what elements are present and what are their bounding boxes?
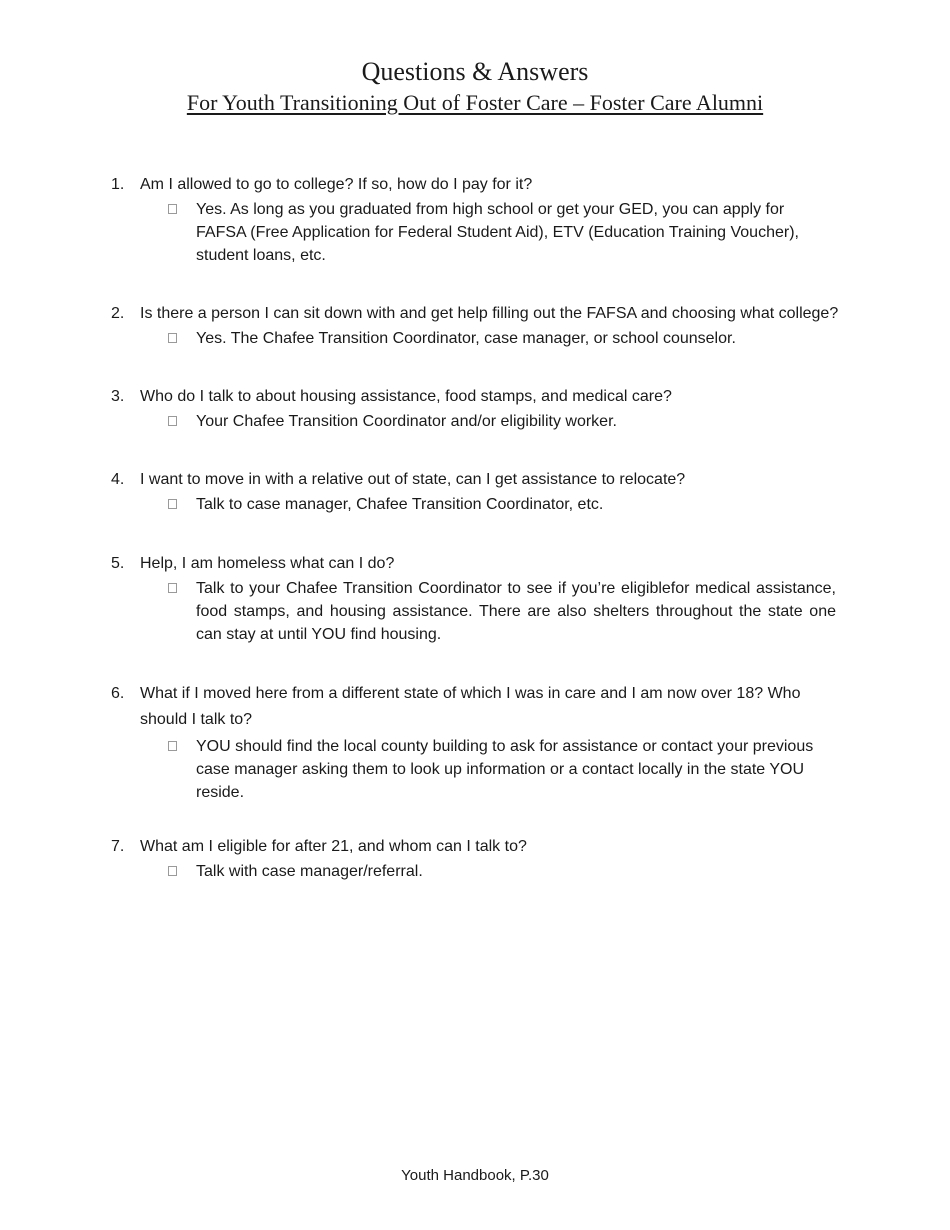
page-subtitle-text: For Youth Transitioning Out of Foster Care – Foster Care Alumni bbox=[186, 90, 764, 115]
answer-text: YOU should find the local county building to ask for assistance or contact your previous case manager asking them to look up information or a contact locally in the state YOU reside. bbox=[196, 738, 814, 801]
answer-text: Yes. As long as you graduated from high school or get your GED, you can apply for FAFSA (Free Application for Federal Student Aid), ETV (Education Training Voucher), student loans, etc. bbox=[196, 201, 799, 264]
answer bbox=[0, 198, 836, 267]
bullet-box-icon bbox=[168, 583, 177, 593]
qa-item-6 bbox=[0, 681, 950, 804]
question-number: 3. bbox=[111, 388, 125, 405]
question bbox=[0, 385, 950, 408]
qa-item-2 bbox=[0, 302, 950, 350]
answer bbox=[0, 860, 836, 883]
bullet-box-icon bbox=[168, 416, 177, 426]
question-number: 4. bbox=[111, 471, 125, 488]
question-number: 2. bbox=[111, 305, 125, 322]
question bbox=[0, 552, 950, 575]
question-number: 6. bbox=[111, 685, 125, 702]
bullet-box-icon bbox=[168, 866, 177, 876]
question-text: I want to move in with a relative out of state, can I get assistance to relocate? bbox=[140, 471, 686, 488]
question bbox=[0, 835, 950, 858]
bullet-box-icon bbox=[168, 333, 177, 343]
question-text: Who do I talk to about housing assistance, food stamps, and medical care? bbox=[140, 388, 672, 405]
question-text: What am I eligible for after 21, and whom can I talk to? bbox=[140, 838, 527, 855]
answer bbox=[0, 410, 836, 433]
answer bbox=[0, 327, 836, 350]
question bbox=[0, 468, 950, 491]
question-text: Am I allowed to go to college? If so, how do I pay for it? bbox=[140, 176, 533, 193]
page-title: Questions & Answers bbox=[361, 57, 589, 86]
qa-item-1 bbox=[0, 173, 950, 267]
answer-text: Your Chafee Transition Coordinator and/or eligibility worker. bbox=[196, 413, 617, 430]
question-text: Help, I am homeless what can I do? bbox=[140, 555, 395, 572]
answer bbox=[0, 493, 836, 516]
page-footer: Youth Handbook, P.30 bbox=[401, 1167, 549, 1184]
question-text: Is there a person I can sit down with and get help filling out the FAFSA and choosing what college? bbox=[140, 305, 839, 322]
answer bbox=[0, 577, 836, 646]
bullet-box-icon bbox=[168, 741, 177, 751]
answer-text: Yes. The Chafee Transition Coordinator, case manager, or school counselor. bbox=[196, 330, 736, 347]
qa-item-3 bbox=[0, 385, 950, 433]
answer-text: Talk to your Chafee Transition Coordinator to see if you’re eligiblefor medical assistance, food stamps, and housing assistance. There are also shelters throughout the state one can stay at until YOU find housing. bbox=[196, 580, 836, 643]
answer bbox=[0, 735, 836, 804]
answer-text: Talk with case manager/referral. bbox=[196, 863, 423, 880]
bullet-box-icon bbox=[168, 204, 177, 214]
qa-item-7 bbox=[0, 835, 950, 883]
question bbox=[0, 173, 950, 196]
question-number: 1. bbox=[111, 176, 125, 193]
question-number: 7. bbox=[111, 838, 125, 855]
page-subtitle bbox=[0, 89, 950, 117]
question-text: What if I moved here from a different state of which I was in care and I am now over 18? Who should I talk to? bbox=[140, 685, 801, 728]
question-number: 5. bbox=[111, 555, 125, 572]
bullet-box-icon bbox=[168, 499, 177, 509]
qa-item-5 bbox=[0, 552, 950, 646]
qa-item-4 bbox=[0, 468, 950, 516]
question bbox=[0, 681, 820, 733]
answer-text: Talk to case manager, Chafee Transition Coordinator, etc. bbox=[196, 496, 604, 513]
question bbox=[0, 302, 950, 325]
